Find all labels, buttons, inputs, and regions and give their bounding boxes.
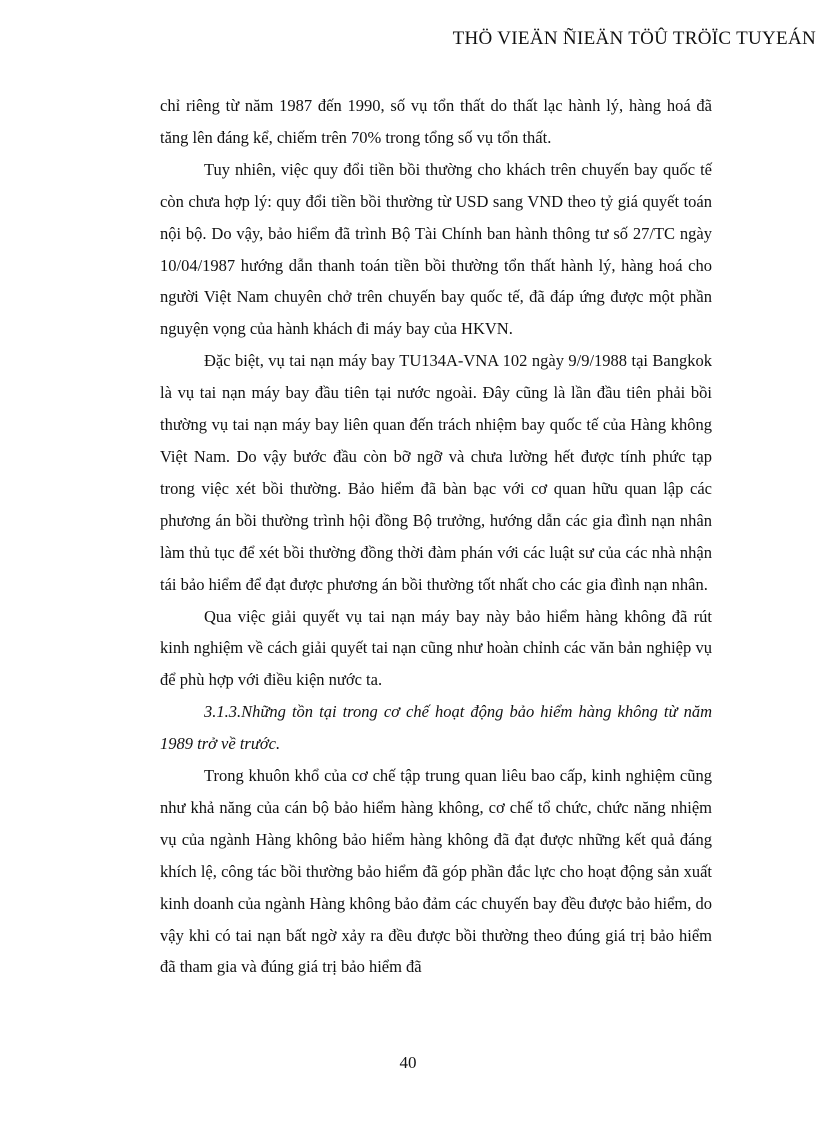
section-heading: 3.1.3.Những tồn tại trong cơ chế hoạt động bảo hiểm hàng không từ năm 1989 trở về trước.: [160, 702, 712, 754]
paragraph-bangkok-accident: Đặc biệt, vụ tai nạn máy bay TU134A-VNA 102 ngày 9/9/1988 tại Bangkok là vụ tai nạn máy bay đầu tiên tại nước ngoài. Đây cũng là lần đầu tiên phải bồi thường vụ tai nạn máy bay liên quan đến trách nhiệm bay quốc tế của Hàng không Việt Nam. Do vậy bước đầu còn bỡ ngỡ và chưa lường hết được tính phức tạp trong việc xét bồi thường. Bảo hiểm đã bàn bạc với cơ quan hữu quan lập các phương án bồi thường trình hội đồng Bộ trưởng, hướng dẫn các gia đình nạn nhân làm thủ tục để xét bồi thường đồng thời đàm phán với các luật sư của các nhà nhận tái bảo hiểm để đạt được phương án bồi thường tốt nhất cho các gia đình nạn nhân.: [160, 351, 712, 594]
page-header: THÖ VIEÄN ÑIEÄN TÖÛ TRÖÏC TUYEÁN: [452, 28, 816, 49]
paragraph-exchange-rate: Tuy nhiên, việc quy đổi tiền bồi thường cho khách trên chuyến bay quốc tế còn chưa hợp lý: quy đổi tiền bồi thường từ USD sang VND theo tỷ giá quyết toán nội bộ. Do vậy, bảo hiểm đã trình Bộ Tài Chính ban hành thông tư số 27/TC ngày 10/04/1987 hướng dẫn thanh toán tiền bồi thường tổn thất hành lý, hàng hoá cho người Việt Nam chuyên chở trên chuyến bay quốc tế, đã đáp ứng được một phần nguyện vọng của hành khách đi máy bay của HKVN.: [160, 159, 712, 339]
paragraph-lessons-learned: Qua việc giải quyết vụ tai nạn máy bay này bảo hiểm hàng không đã rút kinh nghiệm về cách giải quyết tai nạn cũng như hoàn chỉnh các văn bản nghiệp vụ để phù hợp với điều kiện nước ta.: [160, 606, 712, 690]
paragraph-existing-issues: Trong khuôn khổ của cơ chế tập trung quan liêu bao cấp, kinh nghiệm cũng như khả năng của cán bộ bảo hiểm hàng không, cơ chế tổ chức, chức năng nhiệm vụ của ngành Hàng không bảo hiểm hàng không đã đạt được những kết quả đáng khích lệ, công tác bồi thường bảo hiểm đã góp phần đắc lực cho hoạt động sản xuất kinh doanh của ngành Hàng không bảo đảm các chuyến bay đều được bảo hiểm, do vậy khi có tai nạn bất ngờ xảy ra đều được bồi thường theo đúng giá trị bảo hiểm đã tham gia và đúng giá trị bảo hiểm đã: [160, 766, 712, 977]
paragraph-continuation: chỉ riêng từ năm 1987 đến 1990, số vụ tổn thất do thất lạc hành lý, hàng hoá đã tăng lên đáng kể, chiếm trên 70% trong tổng số vụ tổn thất.: [160, 96, 712, 147]
document-body: [160, 90, 712, 983]
page-number: 40: [399, 1053, 417, 1072]
